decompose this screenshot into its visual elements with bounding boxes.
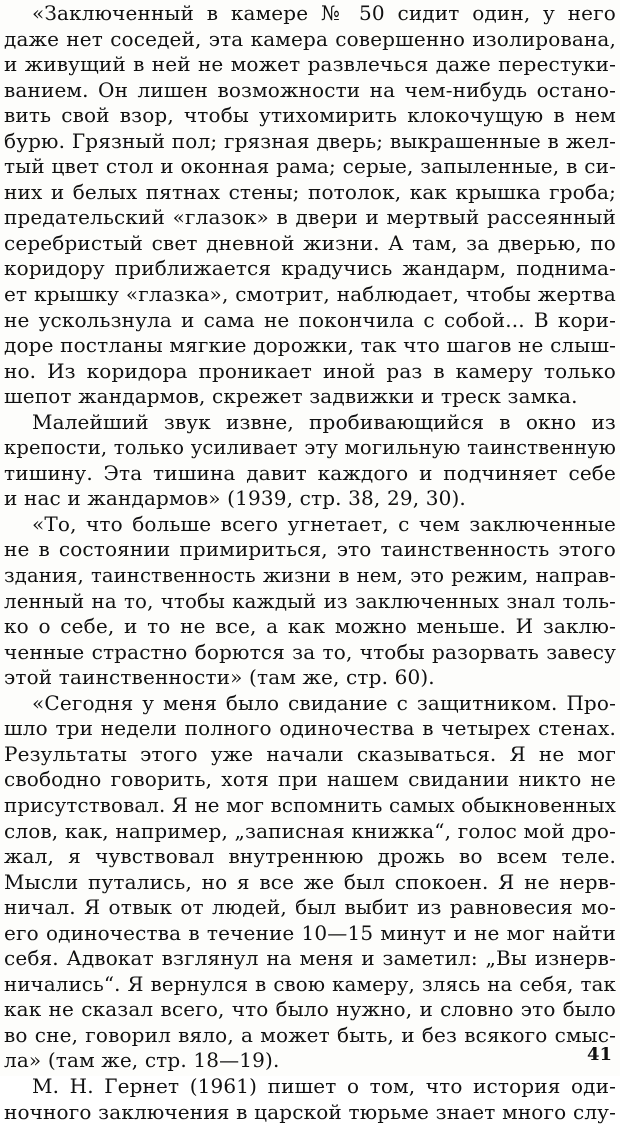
text-line: Малейший звук извне, пробивающийся в окно из [32, 409, 616, 434]
text-line: ленный на то, чтобы каждый из заключенных знал толь- [4, 589, 616, 613]
text-line: коридору приближается крадучись жандарм, поднима- [4, 256, 616, 281]
page-number: 41 [586, 1044, 612, 1065]
text-line: предательский «глазок» в двери и мертвый рассеянный [4, 205, 616, 230]
text-line: ванием. Он лишен возможности на чем-нибудь остано- [4, 77, 616, 102]
text-line: тый цвет стол и оконная рама; серые, запыленные, в си- [4, 154, 616, 179]
text-line: шло три недели полного одиночества в четырех стенах. [4, 716, 616, 741]
text-line: шепот жандармов, скрежет задвижки и треск замка. [4, 384, 578, 409]
text-line: «Сегодня у меня было свидание с защитником. Про- [32, 690, 616, 715]
text-line: ет крышку «глазка», смотрит, наблюдает, чтобы жертва [4, 282, 616, 307]
text-line: «То, что больше всего угнетает, с чем заключенные [32, 511, 616, 536]
text-line: Мысли путались, но я все же был спокоен. Я не нерв- [4, 869, 616, 894]
text-line: них и белых пятнах стены; потолок, как крышка гроба; [4, 179, 616, 204]
text-line: жал, я чувствовал внутреннюю дрожь во всем теле. [4, 844, 616, 869]
text-line: слов, как, например, „записная книжка“, голос мой дро- [4, 818, 616, 843]
text-line: свободно говорить, хотя при нашем свидании никто не [4, 767, 616, 792]
text-line: присутствовал. Я не мог вспомнить самых обыкновенных [4, 793, 616, 817]
text-line: не ускользнула и сама не покончила с собой... В кори- [4, 307, 616, 332]
text-line: вить свой взор, чтобы утихомирить клокочущую в нем [4, 103, 616, 128]
text-line: во сне, говорил вяло, а может быть, и без всякого смыс- [4, 1022, 616, 1047]
text-line: ченные страстно борются за то, чтобы разорвать завесу [4, 639, 616, 664]
text-line: тишину. Эта тишина давит каждого и подчиняет себе [4, 460, 616, 485]
text-line: М. Н. Гернет (1961) пишет о том, что история оди- [32, 1073, 616, 1098]
text-line: но. Из коридора проникает иной раз в камеру только [4, 358, 616, 383]
text-line: даже нет соседей, эта камера совершенно изолирована, [4, 26, 616, 51]
text-line: здания, таинственность жизни в нем, это режим, направ- [4, 564, 616, 588]
text-line: и нас и жандармов» (1939, стр. 38, 29, 30). [4, 486, 466, 511]
text-line: ничались“. Я вернулся в свою камеру, злясь на себя, так [4, 972, 616, 996]
text-line: как не сказал всего, что было нужно, и словно это было [4, 997, 616, 1022]
text-line: крепости, только усиливает эту могильную таинственную [4, 436, 616, 460]
text-line: ко о себе, и то не все, а как можно меньше. И заклю- [4, 614, 616, 639]
text-line: этой таинственности» (там же, стр. 60). [4, 665, 435, 690]
text-line: ночного заключения в царской тюрьме знает много слу- [4, 1099, 616, 1124]
text-line: «Заключенный в камере № 50 сидит один, у него [32, 1, 616, 25]
text-line: доре постланы мягкие дорожки, так что шагов не слыш- [4, 333, 616, 358]
text-line: и живущий в ней не может развлечься даже перестуки- [4, 52, 616, 77]
text-line: его одиночества в течение 10—15 минут и не мог найти [4, 920, 616, 945]
text-line: бурю. Грязный пол; грязная дверь; выкрашенные в жел- [4, 128, 616, 153]
text-line: серебристый свет дневной жизни. А там, за дверью, по [4, 230, 616, 255]
text-line: Результаты этого уже начали сказываться. Я не мог [4, 741, 616, 766]
text-line: ла» (там же, стр. 18—19). [4, 1048, 280, 1073]
body-text [4, 1, 616, 1125]
text-line: ничал. Я отвык от людей, был выбит из равновесия мо- [4, 895, 616, 920]
text-line: не в состоянии примириться, это таинственность этого [4, 537, 616, 562]
text-line: себя. Адвокат взглянул на меня и заметил: „Вы изнерв- [4, 946, 616, 971]
